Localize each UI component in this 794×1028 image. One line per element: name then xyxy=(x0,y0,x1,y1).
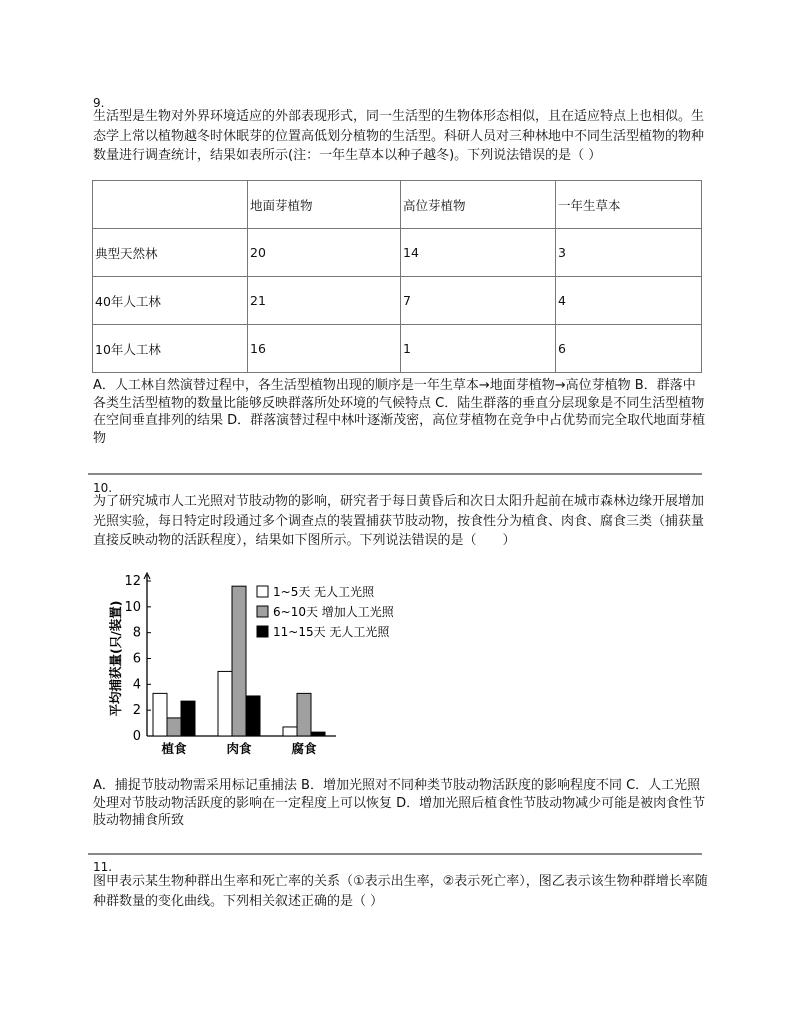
question-10-options: A．捕捉节肢动物需采用标记重捕法 B．增加光照对不同种类节肢动物活跃度的影响程度不同 C．人工光照处理对节肢动物活跃度的影响在一定程度上可以恢复 D．增加光照后植食性节肢动物减少可能是被肉食性节肢动物捕食所致 xyxy=(93,778,706,828)
y-tick-label: 10 xyxy=(124,599,141,615)
y-tick-label: 6 xyxy=(132,651,141,667)
legend-label: 1~5天 无人工光照 xyxy=(273,585,375,599)
table-cell: 1 xyxy=(401,325,556,373)
question-11-stem: 图甲表示某生物种群出生率和死亡率的关系（①表示出生率，②表示死亡率），图乙表示该生物种群增长率随种群数量的变化曲线。下列相关叙述正确的是（ ） xyxy=(93,874,708,909)
table-header-cell xyxy=(93,181,248,229)
question-10-stem: 为了研究城市人工光照对节肢动物的影响，研究者于每日黄昏后和次日太阳升起前在城市森林边缘开展增加光照实验，每日特定时段通过多个调查点的装置捕获节肢动物，按食性分为植食、肉食、腐食三类（捕获量直接反映动物的活跃程度），结果如下图所示。下列说法错误的是（ ） xyxy=(93,494,705,548)
table-cell: 20 xyxy=(248,229,401,277)
table-header-cell: 一年生草本 xyxy=(556,181,702,229)
table-cell: 7 xyxy=(401,277,556,325)
legend-label: 6~10天 增加人工光照 xyxy=(273,605,394,619)
life-form-table xyxy=(92,180,702,373)
table-cell: 3 xyxy=(556,229,702,277)
bar xyxy=(311,732,325,736)
capture-bar-chart xyxy=(100,570,420,762)
table-row xyxy=(93,229,702,277)
x-tick-label: 植食 xyxy=(161,741,187,756)
table-cell: 14 xyxy=(401,229,556,277)
x-tick-label: 腐食 xyxy=(291,741,317,756)
bar xyxy=(246,696,260,736)
table-cell: 10年人工林 xyxy=(93,325,248,373)
y-tick-label: 12 xyxy=(124,574,141,589)
table-cell: 21 xyxy=(248,277,401,325)
bar xyxy=(218,671,232,736)
table-cell: 典型天然林 xyxy=(93,229,248,277)
y-tick-label: 0 xyxy=(132,729,141,744)
question-9-number: 9. xyxy=(93,96,105,110)
question-divider xyxy=(88,473,702,475)
x-tick-label: 肉食 xyxy=(226,741,252,756)
legend-swatch xyxy=(257,626,268,637)
question-10-number: 10. xyxy=(93,481,113,495)
bar xyxy=(297,693,311,736)
question-divider xyxy=(88,853,702,855)
question-9-options: A．人工林自然演替过程中，各生活型植物出现的顺序是一年生草本→地面芽植物→高位芽植物 B．群落中各类生活型植物的数量比能够反映群落所处环境的气候特点 C．陆生群落的垂直分层现象是不同生活型植物在空间垂直排列的结果 D．群落演替过程中林叶逐渐茂密，高位芽植物在竞争中占优势而完全取代地面芽植物 xyxy=(93,378,706,446)
legend-swatch xyxy=(257,586,268,597)
table-header-cell: 地面芽植物 xyxy=(248,181,401,229)
table-cell: 40年人工林 xyxy=(93,277,248,325)
question-9-stem: 生活型是生物对外界环境适应的外部表现形式，同一生活型的生物体形态相似，且在适应特点上也相似。生态学上常以植物越冬时休眠芽的位置高低划分植物的生活型。科研人员对三种林地中不同生活型植物的物种数量进行调查统计，结果如表所示(注：一年生草本以种子越冬)。下列说法错误的是（ ） xyxy=(93,109,705,163)
y-tick-label: 8 xyxy=(132,625,141,641)
table-cell: 16 xyxy=(248,325,401,373)
legend-swatch xyxy=(257,606,268,617)
table-row xyxy=(93,325,702,373)
bar xyxy=(232,586,246,736)
table-header-row xyxy=(93,181,702,229)
question-11-number: 11. xyxy=(93,860,113,874)
table-row xyxy=(93,277,702,325)
table-cell: 4 xyxy=(556,277,702,325)
bar xyxy=(283,727,297,736)
y-tick-label: 2 xyxy=(132,703,141,719)
bar xyxy=(181,701,195,736)
bar xyxy=(153,693,167,736)
table-cell: 6 xyxy=(556,325,702,373)
legend-label: 11~15天 无人工光照 xyxy=(273,625,390,639)
y-axis-label: 平均捕获量(只/装置) xyxy=(108,600,123,717)
table-header-cell: 高位芽植物 xyxy=(401,181,556,229)
y-tick-label: 4 xyxy=(132,677,141,693)
bar xyxy=(167,718,181,736)
